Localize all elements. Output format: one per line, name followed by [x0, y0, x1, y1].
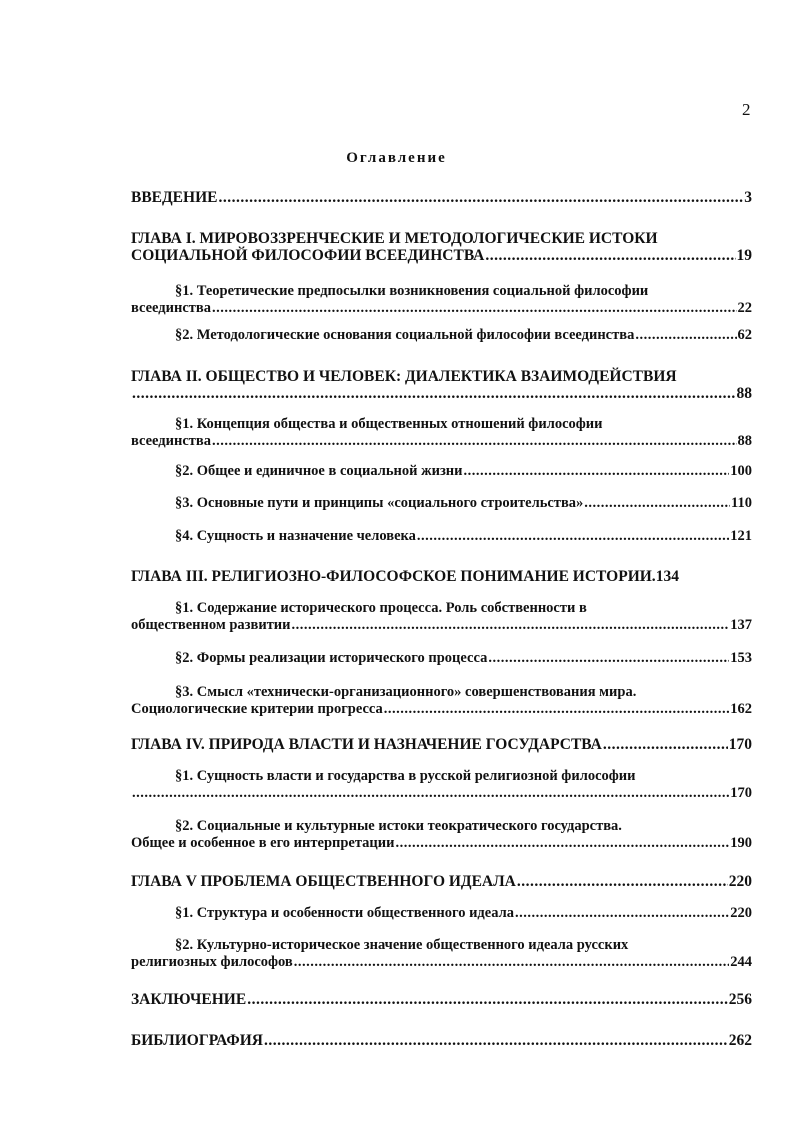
toc-entry-page: 88 — [736, 385, 752, 402]
toc-entry-label: §1. Сущность власти и государства в русской религиозной философии — [175, 768, 636, 784]
toc-entry-page: 137 — [730, 617, 752, 633]
dot-leader — [584, 495, 730, 512]
toc-entry-introduction[interactable] — [131, 189, 752, 206]
toc-entry-page: 121 — [730, 528, 752, 544]
dot-leader — [218, 189, 743, 206]
dot-leader — [517, 873, 728, 890]
toc-entry-label-cont: всеединства — [131, 433, 211, 449]
toc-entry-label: §2. Социальные и культурные истоки теократического государства. — [175, 818, 622, 834]
toc-entry-chapter-2[interactable] — [131, 368, 752, 402]
toc-entry-label: ГЛАВА V ПРОБЛЕМА ОБЩЕСТВЕННОГО ИДЕАЛА — [131, 873, 516, 890]
toc-entry-ch4-section-1[interactable] — [131, 768, 752, 802]
toc-entry-page: 220 — [730, 905, 752, 921]
toc-entry-page: 3 — [744, 189, 752, 206]
toc-entry-ch3-section-1[interactable] — [131, 600, 752, 634]
toc-entry-page: 190 — [730, 835, 752, 851]
toc-entry-label-cont: всеединства — [131, 300, 211, 316]
dot-leader — [396, 835, 730, 852]
toc-entry-page: 88 — [737, 433, 752, 449]
toc-entry-label: ГЛАВА IV. ПРИРОДА ВЛАСТИ И НАЗНАЧЕНИЕ ГОСУДАРСТВА — [131, 736, 602, 753]
toc-entry-label: §2. Общее и единичное в социальной жизни — [175, 463, 463, 479]
dot-leader — [247, 991, 728, 1008]
toc-entry-label-cont: Общее и особенное в его интерпретации — [131, 835, 395, 851]
toc-entry-label: §1. Содержание исторического процесса. Роль собственности в — [175, 600, 587, 616]
toc-entry-ch1-section-1[interactable] — [131, 283, 752, 317]
dot-leader — [132, 385, 736, 402]
toc-entry-label: ВВЕДЕНИЕ — [131, 189, 218, 206]
toc-entry-ch5-section-1[interactable] — [131, 905, 752, 922]
toc-entry-label-cont: религиозных философов — [131, 954, 293, 970]
toc-entry-label: ГЛАВА I. МИРОВОЗЗРЕНЧЕСКИЕ И МЕТОДОЛОГИЧЕСКИЕ ИСТОКИ — [131, 230, 658, 247]
dot-leader — [292, 617, 730, 634]
toc-entry-ch2-section-4[interactable] — [131, 528, 752, 545]
toc-entry-page: 170 — [730, 785, 752, 801]
toc-entry-page: 100 — [730, 463, 752, 479]
toc-entry-label: ГЛАВА III. РЕЛИГИОЗНО-ФИЛОСОФСКОЕ ПОНИМАНИЕ ИСТОРИИ. — [131, 568, 656, 585]
dot-leader — [212, 433, 737, 450]
toc-entry-conclusion[interactable] — [131, 991, 752, 1008]
page-number: 2 — [742, 100, 751, 119]
toc-entry-label: ЗАКЛЮЧЕНИЕ — [131, 991, 247, 1008]
toc-entry-bibliography[interactable] — [131, 1032, 752, 1049]
toc-entry-chapter-3[interactable] — [131, 568, 752, 585]
toc-entry-ch4-section-2[interactable] — [131, 818, 752, 852]
toc-entry-label: ГЛАВА II. ОБЩЕСТВО И ЧЕЛОВЕК: ДИАЛЕКТИКА ВЗАИМОДЕЙСТВИЯ — [131, 368, 677, 385]
toc-entry-label: §1. Концепция общества и общественных отношений философии — [175, 416, 603, 432]
toc-entry-label-cont: Социологические критерии прогресса — [131, 701, 383, 717]
toc-entry-chapter-1[interactable] — [131, 230, 752, 264]
toc-entry-label: §4. Сущность и назначение человека — [175, 528, 416, 544]
toc-entry-ch3-section-3[interactable] — [131, 684, 752, 718]
toc-entry-label: §1. Структура и особенности общественного идеала — [175, 905, 514, 921]
toc-entry-page: 244 — [730, 954, 752, 970]
toc-entry-ch2-section-2[interactable] — [131, 463, 752, 480]
dot-leader — [132, 785, 729, 802]
toc-entry-label: §3. Смысл «технически-организационного» совершенствования мира. — [175, 684, 637, 700]
dot-leader — [485, 247, 735, 264]
toc-entry-ch3-section-2[interactable] — [131, 650, 752, 667]
page-title: Оглавление — [346, 150, 447, 166]
toc-entry-page: 110 — [731, 495, 752, 511]
toc-entry-label: §2. Культурно-историческое значение общественного идеала русских — [175, 937, 629, 953]
toc-entry-chapter-5[interactable] — [131, 873, 752, 890]
toc-entry-page: 256 — [728, 991, 752, 1008]
toc-entry-ch2-section-3[interactable] — [131, 495, 752, 512]
dot-leader — [488, 650, 729, 667]
toc-entry-label: §2. Методологические основания социальной философии всеединства — [175, 327, 635, 343]
toc-entry-label: §1. Теоретические предпосылки возникновения социальной философии — [175, 283, 649, 299]
toc-entry-page: 153 — [730, 650, 752, 666]
dot-leader — [603, 736, 728, 753]
toc-entry-label: БИБЛИОГРАФИЯ — [131, 1032, 263, 1049]
dot-leader — [515, 905, 729, 922]
toc-entry-label: §3. Основные пути и принципы «социального строительства» — [175, 495, 584, 511]
toc-entry-ch5-section-2[interactable] — [131, 937, 752, 971]
toc-entry-ch1-section-2[interactable] — [131, 327, 752, 344]
toc-entry-label: §2. Формы реализации исторического процесса — [175, 650, 488, 666]
toc-entry-page: 262 — [728, 1032, 752, 1049]
toc-entry-chapter-4[interactable] — [131, 736, 752, 753]
dot-leader — [384, 701, 729, 718]
toc-entry-page: 62 — [737, 327, 752, 343]
toc-entry-ch2-section-1[interactable] — [131, 416, 752, 450]
toc-entry-page: 162 — [730, 701, 752, 717]
dot-leader — [294, 954, 729, 971]
dot-leader — [212, 300, 737, 317]
toc-entry-label-cont: общественном развитии — [131, 617, 291, 633]
dot-leader — [417, 528, 729, 545]
toc-entry-page: 19 — [736, 247, 752, 264]
toc-entry-page: 22 — [737, 300, 752, 316]
toc-entry-label-cont: СОЦИАЛЬНОЙ ФИЛОСОФИИ ВСЕЕДИНСТВА — [131, 247, 485, 264]
toc-entry-page: 220 — [728, 873, 752, 890]
dot-leader — [264, 1032, 728, 1049]
toc-entry-page: 134 — [655, 568, 679, 585]
dot-leader — [635, 327, 736, 344]
dot-leader — [464, 463, 730, 480]
toc-entry-page: 170 — [728, 736, 752, 753]
